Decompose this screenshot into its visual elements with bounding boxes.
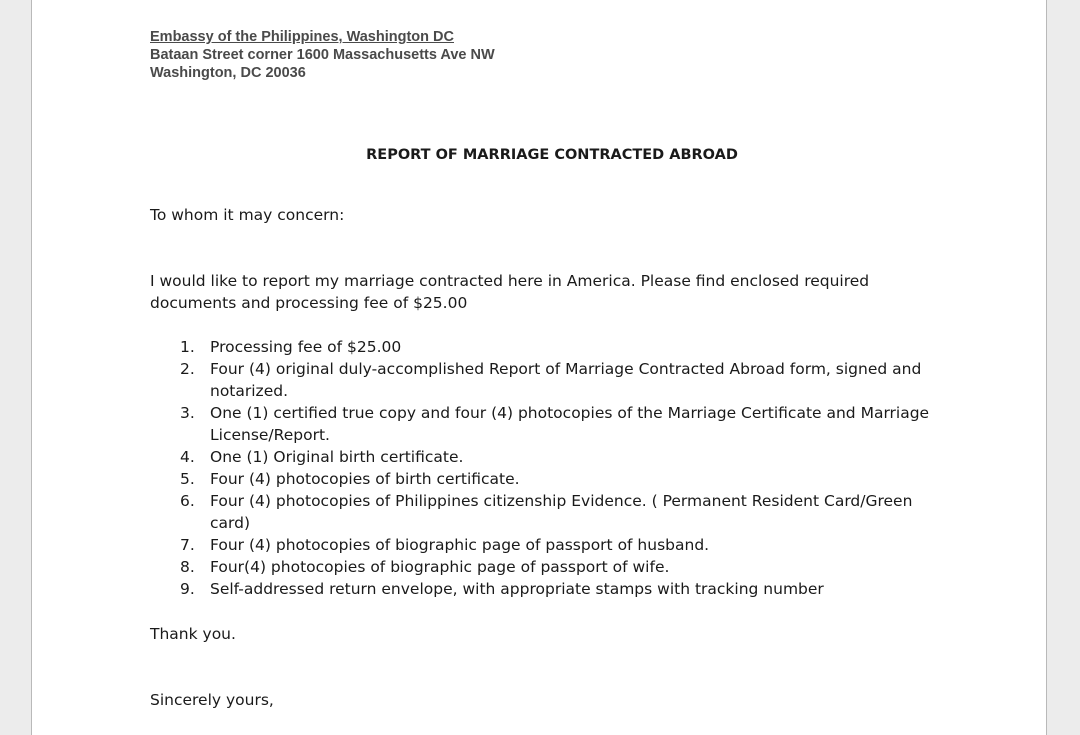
intro-paragraph: I would like to report my marriage contracted here in America. Please find enclosed required documents and processing fee of $25.00 xyxy=(150,272,870,312)
address-line-3: Washington, DC 20036 xyxy=(150,65,306,81)
list-item: 5. Four (4) photocopies of birth certificate. xyxy=(180,470,520,488)
closing-line: Sincerely yours, xyxy=(150,691,274,709)
list-item: 9. Self-addressed return envelope, with appropriate stamps with tracking number xyxy=(180,580,824,598)
embassy-address xyxy=(150,28,950,82)
required-documents-list xyxy=(150,336,950,600)
document-title: REPORT OF MARRIAGE CONTRACTED ABROAD xyxy=(366,147,738,163)
thanks-line: Thank you. xyxy=(150,625,236,643)
salutation: To whom it may concern: xyxy=(150,206,345,224)
list-item: 3. One (1) certified true copy and four (4) photocopies of the Marriage Certificate and Marriage License/Report. xyxy=(180,404,930,444)
address-line-1: Embassy of the Philippines, Washington DC xyxy=(150,29,454,45)
list-item: 7. Four (4) photocopies of biographic page of passport of husband. xyxy=(180,536,710,554)
list-item: 4. One (1) Original birth certificate. xyxy=(180,448,464,466)
list-item: 1. Processing fee of $25.00 xyxy=(180,338,402,356)
address-line-2: Bataan Street corner 1600 Massachusetts Ave NW xyxy=(150,47,495,63)
list-item: 6. Four (4) photocopies of Philippines citizenship Evidence. ( Permanent Resident Card/Green card) xyxy=(180,492,913,532)
list-item: 2. Four (4) original duly-accomplished Report of Marriage Contracted Abroad form, signed and notarized. xyxy=(180,360,922,400)
document-page xyxy=(31,0,1047,735)
letter-body xyxy=(150,28,950,711)
list-item: 8. Four(4) photocopies of biographic page of passport of wife. xyxy=(180,558,670,576)
